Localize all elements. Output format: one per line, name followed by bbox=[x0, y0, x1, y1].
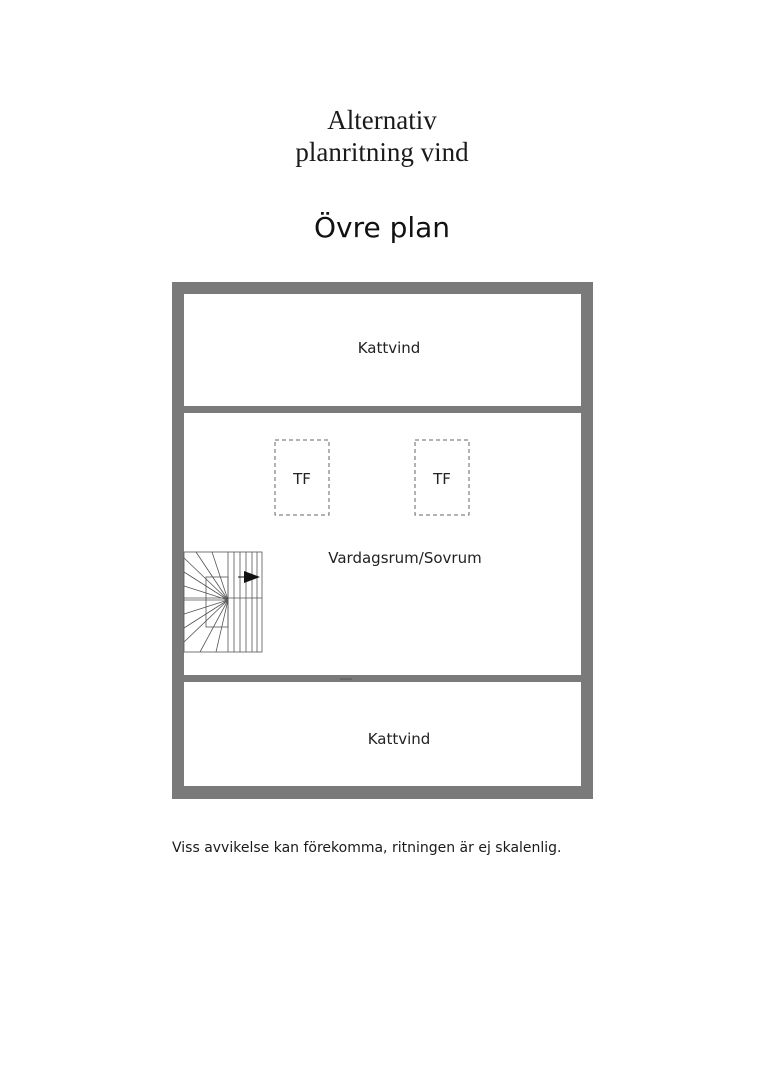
title-line-2: planritning vind bbox=[295, 137, 469, 167]
room-main bbox=[184, 413, 581, 675]
skylight-1-label: TF bbox=[293, 470, 311, 488]
disclaimer-text: Viss avvikelse kan förekomma, ritningen är ej skalenlig. bbox=[172, 840, 562, 856]
room-label-bottom-attic: Kattvind bbox=[367, 730, 431, 748]
floor-level-heading: Övre plan bbox=[313, 211, 451, 244]
room-label-main: Vardagsrum/Sovrum bbox=[328, 549, 482, 567]
skylight-2-label: TF bbox=[433, 470, 451, 488]
room-label-top-attic: Kattvind bbox=[357, 339, 421, 357]
title-line-1: Alternativ bbox=[327, 105, 437, 135]
